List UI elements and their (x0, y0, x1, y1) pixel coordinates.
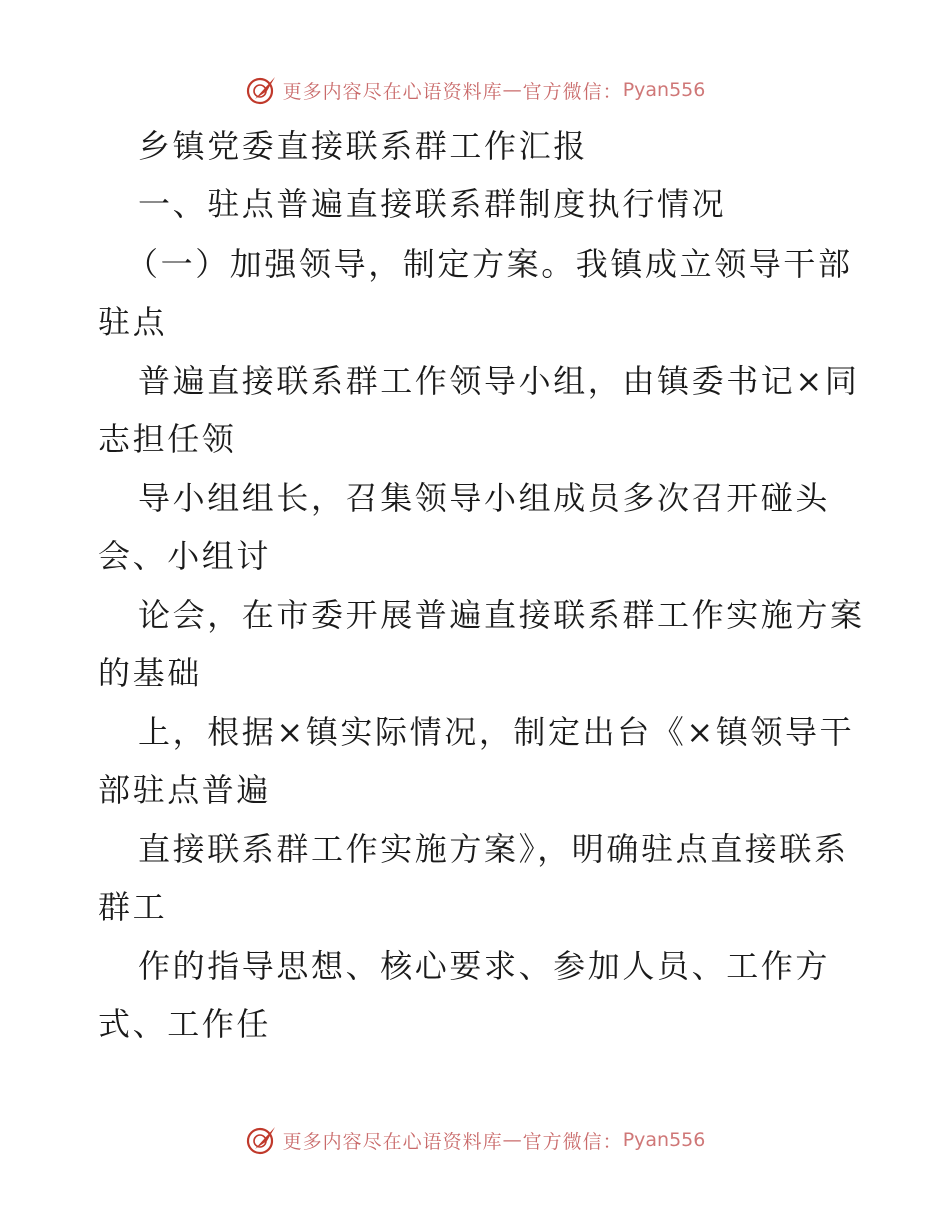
quill-logo-icon (245, 1123, 279, 1157)
paragraph-line: 式、工作任 (98, 1005, 272, 1043)
watermark-label: 官方微信： (522, 1130, 623, 1153)
paragraph-line: （一）加强领导，制定方案。我镇成立领导干部 (126, 245, 853, 283)
paragraph-line: 志担任领 (98, 420, 237, 458)
document-title: 乡镇党委直接联系群工作汇报 (138, 127, 588, 165)
paragraph-line: 驻点 (98, 303, 168, 341)
header-watermark (0, 70, 950, 110)
watermark-brand: 更多内容尽在心语资料库 (282, 80, 503, 103)
paragraph-line: 部驻点普遍 (98, 771, 272, 809)
watermark-dash: — (502, 79, 523, 101)
watermark-id: Pyan556 (622, 1129, 706, 1151)
watermark-dash: — (502, 1129, 523, 1151)
watermark-id: Pyan556 (622, 79, 706, 101)
footer-watermark (0, 1120, 950, 1160)
paragraph-line: 群工 (98, 888, 168, 926)
paragraph-line: 导小组组长，召集领导小组成员多次召开碰头 (138, 479, 831, 517)
paragraph-line: 直接联系群工作实施方案》，明确驻点直接联系 (138, 830, 849, 868)
paragraph-line: 会、小组讨 (98, 537, 272, 575)
paragraph-line: 论会，在市委开展普遍直接联系群工作实施方案 (138, 596, 865, 634)
paragraph-line: 作的指导思想、核心要求、参加人员、工作方 (138, 947, 831, 985)
watermark-label: 官方微信： (522, 80, 623, 103)
watermark-brand: 更多内容尽在心语资料库 (282, 1130, 503, 1153)
paragraph-line: 的基础 (98, 654, 202, 692)
section-heading: 一、驻点普遍直接联系群制度执行情况 (138, 185, 727, 223)
paragraph-line: 普遍直接联系群工作领导小组，由镇委书记×同 (138, 362, 860, 400)
paragraph-line: 上，根据×镇实际情况，制定出台《×镇领导干 (138, 713, 855, 751)
quill-logo-icon (245, 73, 279, 107)
